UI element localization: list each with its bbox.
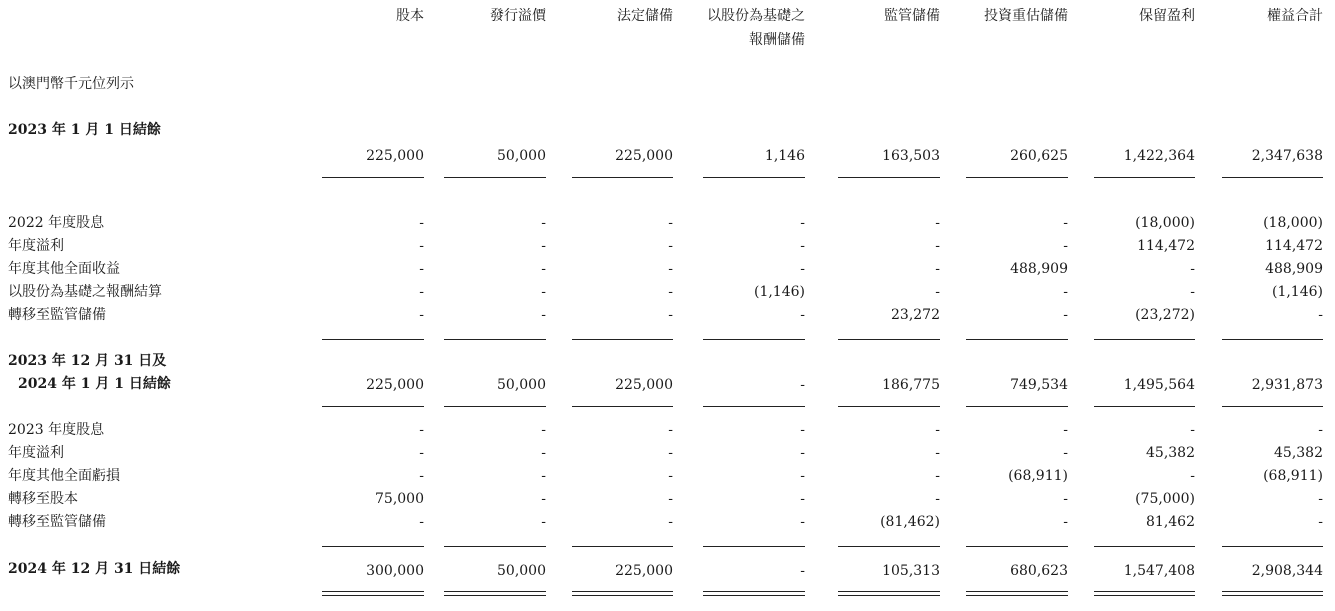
table-cell: - — [419, 445, 424, 461]
table-cell: - — [419, 284, 424, 300]
table-cell: 1,547,408 — [1123, 563, 1195, 579]
double-underline — [322, 591, 424, 596]
table-cell: 225,000 — [366, 148, 424, 164]
underline — [444, 546, 546, 547]
table-cell: 50,000 — [497, 377, 546, 393]
double-underline — [838, 591, 940, 596]
underline — [966, 339, 1068, 340]
table-cell: - — [1063, 307, 1068, 323]
table-cell: - — [541, 468, 546, 484]
table-cell: - — [1318, 307, 1323, 323]
underline — [966, 406, 1068, 407]
double-underline — [572, 591, 673, 596]
table-cell: - — [668, 468, 673, 484]
underline — [703, 339, 805, 340]
table-cell: - — [668, 422, 673, 438]
table-cell: 680,623 — [1010, 563, 1068, 579]
column-header: 投資重估儲備 — [984, 8, 1068, 24]
table-cell: 81,462 — [1146, 514, 1195, 530]
table-cell: (18,000) — [1135, 215, 1195, 231]
table-cell: 50,000 — [497, 148, 546, 164]
table-cell: 488,909 — [1265, 261, 1323, 277]
underline — [1222, 177, 1323, 178]
table-cell: - — [800, 215, 805, 231]
table-cell: - — [1063, 491, 1068, 507]
table-cell: 749,534 — [1010, 377, 1068, 393]
underline — [838, 546, 940, 547]
underline — [838, 177, 940, 178]
row-label: 年度溢利 — [8, 445, 64, 461]
table-cell: (1,146) — [1271, 284, 1323, 300]
row-label: 轉移至監管儲備 — [8, 514, 106, 530]
table-cell: - — [1190, 422, 1195, 438]
column-header: 監管儲備 — [884, 8, 940, 24]
column-header: 以股份為基礎之 — [707, 8, 805, 24]
table-cell: - — [668, 238, 673, 254]
table-cell: 2,931,873 — [1251, 377, 1323, 393]
underline — [1094, 339, 1195, 340]
underline — [444, 339, 546, 340]
table-cell: - — [419, 261, 424, 277]
underline — [966, 177, 1068, 178]
table-cell: - — [1063, 445, 1068, 461]
double-underline — [444, 591, 546, 596]
table-cell: (68,911) — [1008, 468, 1068, 484]
double-underline — [1094, 591, 1195, 596]
underline — [838, 339, 940, 340]
table-cell: - — [668, 261, 673, 277]
table-cell: 23,272 — [891, 307, 940, 323]
table-cell: 186,775 — [882, 377, 940, 393]
table-cell: 50,000 — [497, 563, 546, 579]
underline — [322, 406, 424, 407]
table-cell: 225,000 — [615, 377, 673, 393]
double-underline — [966, 591, 1068, 596]
table-cell: - — [541, 261, 546, 277]
underline — [1222, 546, 1323, 547]
double-underline — [703, 591, 805, 596]
row-label: 年度其他全面虧損 — [8, 468, 120, 484]
table-cell: - — [1063, 238, 1068, 254]
table-cell: - — [541, 491, 546, 507]
table-cell: - — [800, 514, 805, 530]
table-cell: - — [800, 445, 805, 461]
underline — [703, 406, 805, 407]
table-cell: 1,146 — [764, 148, 805, 164]
table-cell: - — [1318, 491, 1323, 507]
table-cell: - — [541, 514, 546, 530]
table-cell: - — [541, 215, 546, 231]
underline — [703, 546, 805, 547]
table-cell: - — [935, 422, 940, 438]
table-cell: - — [1318, 422, 1323, 438]
table-cell: - — [935, 215, 940, 231]
underline — [444, 177, 546, 178]
table-cell: 45,382 — [1274, 445, 1323, 461]
table-cell: - — [668, 215, 673, 231]
underline — [838, 406, 940, 407]
section-title: 2024 年 12 月 31 日結餘 — [8, 561, 181, 577]
table-cell: - — [935, 238, 940, 254]
table-cell: - — [935, 491, 940, 507]
underline — [322, 339, 424, 340]
row-label: 轉移至股本 — [8, 491, 78, 507]
table-cell: - — [1063, 215, 1068, 231]
table-cell: - — [800, 261, 805, 277]
table-cell: - — [800, 422, 805, 438]
section-title: 2023 年 12 月 31 日及 — [8, 353, 167, 369]
table-cell: - — [800, 307, 805, 323]
underline — [572, 406, 673, 407]
table-cell: (75,000) — [1135, 491, 1195, 507]
row-label: 2023 年度股息 — [8, 422, 105, 438]
table-cell: - — [1318, 514, 1323, 530]
table-cell: 225,000 — [615, 148, 673, 164]
table-cell: - — [935, 284, 940, 300]
table-cell: - — [419, 307, 424, 323]
row-label: 年度其他全面收益 — [8, 261, 120, 277]
table-cell: - — [668, 491, 673, 507]
underline — [966, 546, 1068, 547]
table-cell: - — [541, 445, 546, 461]
underline — [322, 546, 424, 547]
table-cell: - — [541, 307, 546, 323]
table-cell: (23,272) — [1135, 307, 1195, 323]
column-header: 發行溢價 — [490, 8, 546, 24]
underline — [572, 177, 673, 178]
table-cell: 1,422,364 — [1123, 148, 1195, 164]
table-cell: - — [419, 514, 424, 530]
underline — [444, 406, 546, 407]
table-cell: 45,382 — [1146, 445, 1195, 461]
table-cell: - — [668, 307, 673, 323]
table-cell: (18,000) — [1263, 215, 1323, 231]
table-cell: - — [1063, 422, 1068, 438]
underline — [1222, 406, 1323, 407]
table-cell: - — [1190, 468, 1195, 484]
table-cell: 260,625 — [1010, 148, 1068, 164]
table-cell: 1,495,564 — [1123, 377, 1195, 393]
table-cell: - — [935, 261, 940, 277]
underline — [1094, 406, 1195, 407]
row-label: 轉移至監管儲備 — [8, 307, 106, 323]
underline — [1222, 339, 1323, 340]
table-cell: - — [419, 238, 424, 254]
table-cell: 225,000 — [366, 377, 424, 393]
table-cell: (81,462) — [880, 514, 940, 530]
underline — [1094, 177, 1195, 178]
column-header: 股本 — [396, 8, 424, 24]
column-header-line2: 報酬儲備 — [749, 32, 805, 48]
table-cell: - — [1063, 514, 1068, 530]
column-header: 法定儲備 — [617, 8, 673, 24]
table-cell: 2,347,638 — [1251, 148, 1323, 164]
column-header: 保留盈利 — [1139, 8, 1195, 24]
table-cell: 225,000 — [615, 563, 673, 579]
table-cell: (1,146) — [753, 284, 805, 300]
table-cell: - — [800, 238, 805, 254]
table-cell: - — [668, 445, 673, 461]
table-cell: 488,909 — [1010, 261, 1068, 277]
underline — [572, 546, 673, 547]
table-cell: - — [1190, 284, 1195, 300]
table-cell: - — [800, 377, 805, 393]
table-cell: - — [419, 468, 424, 484]
table-cell: - — [1063, 284, 1068, 300]
table-cell: 114,472 — [1137, 238, 1195, 254]
table-cell: 114,472 — [1265, 238, 1323, 254]
table-cell: - — [800, 468, 805, 484]
table-cell: 163,503 — [882, 148, 940, 164]
underline — [1094, 546, 1195, 547]
underline — [322, 177, 424, 178]
table-cell: - — [419, 422, 424, 438]
table-cell: - — [541, 238, 546, 254]
table-cell: - — [419, 215, 424, 231]
table-cell: - — [541, 422, 546, 438]
table-cell: 300,000 — [366, 563, 424, 579]
section-title: 2023 年 1 月 1 日結餘 — [8, 122, 161, 138]
table-cell: - — [1190, 261, 1195, 277]
table-cell: - — [800, 491, 805, 507]
double-underline — [1222, 591, 1323, 596]
unit-note: 以澳門幣千元位列示 — [8, 76, 134, 92]
table-cell: - — [541, 284, 546, 300]
table-cell: 105,313 — [882, 563, 940, 579]
row-label: 2022 年度股息 — [8, 215, 105, 231]
section-title: 2024 年 1 月 1 日結餘 — [18, 376, 171, 392]
row-label: 以股份為基礎之報酬結算 — [8, 284, 162, 300]
column-header: 權益合計 — [1267, 8, 1323, 24]
table-cell: - — [935, 445, 940, 461]
table-cell: 2,908,344 — [1251, 563, 1323, 579]
underline — [572, 339, 673, 340]
underline — [703, 177, 805, 178]
table-cell: - — [800, 563, 805, 579]
table-cell: - — [935, 468, 940, 484]
row-label: 年度溢利 — [8, 238, 64, 254]
table-cell: (68,911) — [1263, 468, 1323, 484]
table-cell: 75,000 — [375, 491, 424, 507]
table-cell: - — [668, 514, 673, 530]
table-cell: - — [668, 284, 673, 300]
